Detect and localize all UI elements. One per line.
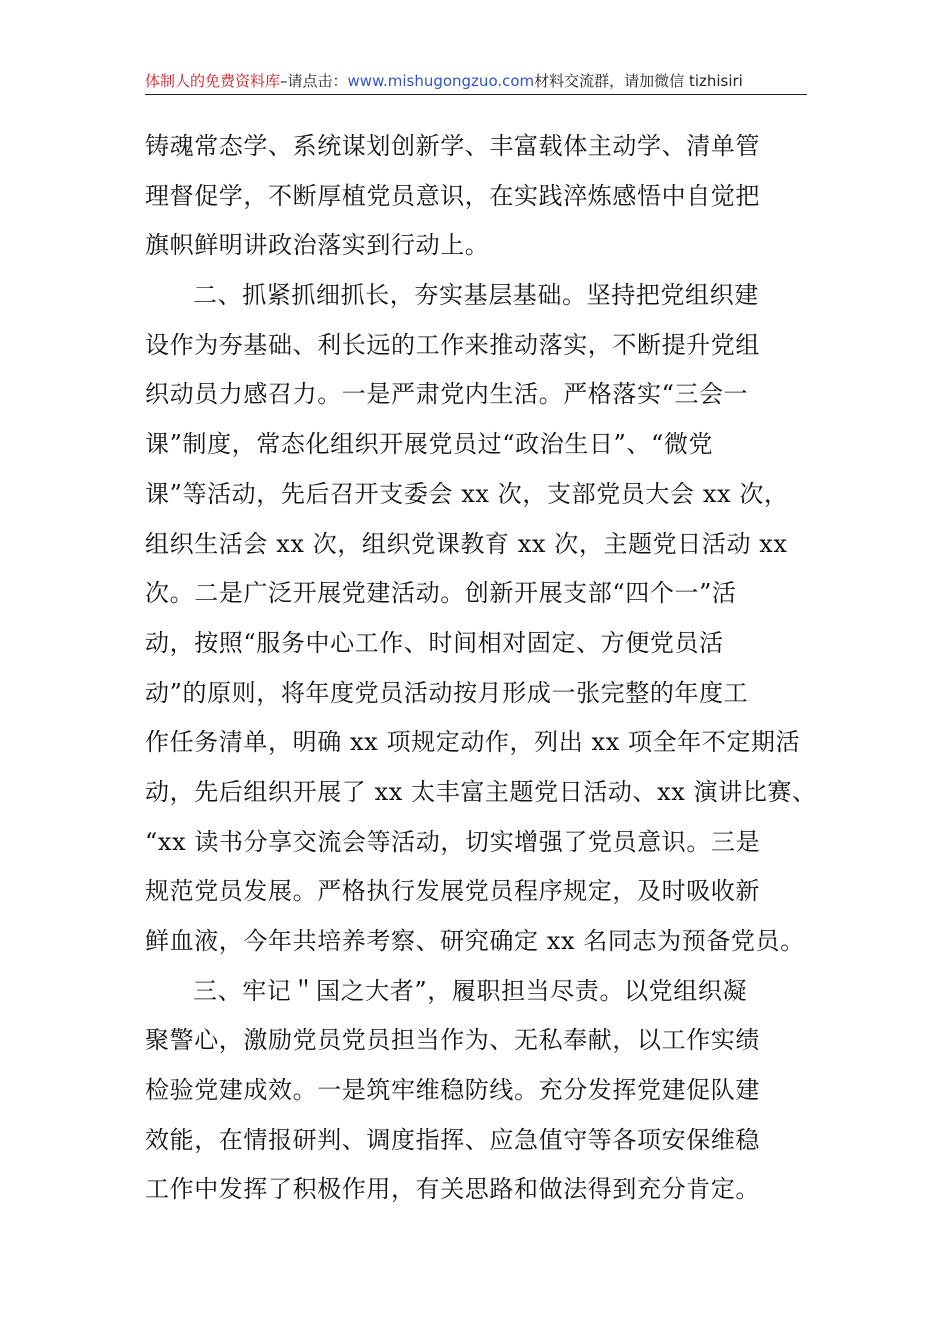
header-lead: –请点击： [280, 72, 348, 90]
paragraph-line: 织动员力感召力。一是严肃党内生活。严格落实“三会一 [145, 380, 749, 409]
header-divider [145, 94, 807, 95]
paragraph-line: 理督促学，不断厚植党员意识，在实践淬炼感悟中自觉把 [145, 181, 760, 210]
paragraph-line: 设作为夯基础、利长远的工作来推动落实，不断提升党组 [145, 330, 760, 359]
header-note: 材料交流群，请加微信 tizhisiri [534, 72, 743, 90]
paragraph-line: 规范党员发展。严格执行发展党员程序规定，及时吸收新 [145, 877, 760, 906]
paragraph-line: 作任务清单，明确 xx 项规定动作，列出 xx 项全年不定期活 [145, 728, 801, 757]
paragraph-line: “xx 读书分享交流会等活动，切实增强了党员意识。三是 [145, 827, 761, 856]
paragraph-line: 动”的原则，将年度党员活动按月形成一张完整的年度工 [145, 678, 749, 707]
paragraph-line: 工作中发挥了积极作用，有关思路和做法得到充分肯定。 [145, 1175, 760, 1204]
paragraph-line: 效能，在情报研判、调度指挥、应急值守等各项安保维稳 [145, 1125, 760, 1154]
paragraph-line: 聚警心，激励党员党员担当作为、无私奉献，以工作实绩 [145, 1026, 760, 1055]
paragraph-line: 课”等活动，先后召开支委会 xx 次，支部党员大会 xx 次， [145, 479, 789, 508]
paragraph-line: 旗帜鲜明讲政治落实到行动上。 [145, 231, 490, 260]
paragraph-line: 动，按照“服务中心工作、时间相对固定、方便党员活 [145, 628, 724, 657]
paragraph-line: 组织生活会 xx 次，组织党课教育 xx 次，主题党日活动 xx [145, 529, 788, 558]
document-body [145, 122, 825, 1215]
paragraph-line: 鲜血液，今年共培养考察、研究确定 xx 名同志为预备党员。 [145, 927, 805, 955]
section-heading-line: 三、牢记＂国之大者”，履职担当尽责。以党组织凝 [193, 976, 748, 1005]
header-brand: 体制人的免费资料库 [145, 72, 281, 90]
page-header [145, 68, 810, 94]
paragraph-line: 铸魂常态学、系统谋划创新学、丰富载体主动学、清单管 [145, 132, 760, 160]
paragraph-line: 课”制度，常态化组织开展党员过“政治生日”、“微党 [145, 430, 714, 459]
paragraph-line: 次。二是广泛开展党建活动。创新开展支部“四个一”活 [145, 579, 737, 608]
paragraph-line: 动，先后组织开展了 xx 太丰富主题党日活动、xx 演讲比赛、 [145, 777, 817, 806]
section-heading-line: 二、抓紧抓细抓长，夯实基层基础。坚持把党组织建 [193, 281, 759, 310]
header-link[interactable]: www.mishugongzuo.com [347, 72, 535, 90]
paragraph-line: 检验党建成效。一是筑牢维稳防线。充分发挥党建促队建 [145, 1076, 760, 1105]
